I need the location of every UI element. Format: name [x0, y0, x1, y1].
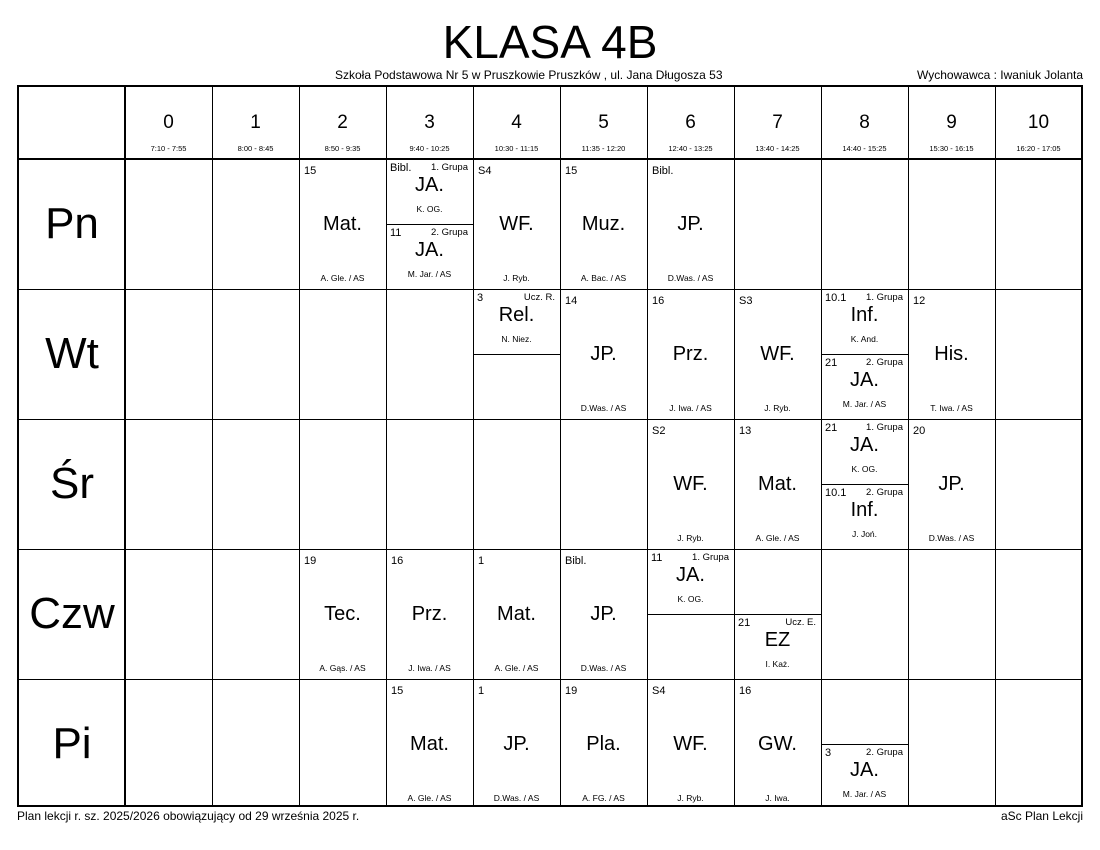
- teacher-name: A. Gle. / AS: [407, 793, 452, 803]
- teacher-name: J. Iwa. / AS: [669, 403, 712, 413]
- subject-name: Prz.: [411, 603, 448, 625]
- teacher-name: M. Jar. / AS: [407, 269, 452, 279]
- teacher-name: A. Gle. / AS: [755, 533, 800, 543]
- period-number: 0: [163, 112, 174, 133]
- group-label: 2. Grupa: [866, 357, 903, 368]
- room-number: S4: [478, 165, 492, 177]
- room-number: S3: [739, 295, 753, 307]
- column-divider: [995, 87, 996, 805]
- room-number: 1: [478, 685, 485, 697]
- period-time: 9:40 - 10:25: [409, 144, 450, 153]
- subject-name: JA.: [415, 239, 444, 261]
- room-number: 15: [391, 685, 404, 697]
- page-title: KLASA 4B: [442, 16, 658, 68]
- group-label: Ucz. R.: [523, 292, 555, 303]
- period-number: 9: [946, 112, 957, 133]
- subject-name: JP.: [503, 733, 530, 755]
- subject-name: Mat.: [497, 603, 536, 625]
- period-time: 13:40 - 14:25: [755, 144, 800, 153]
- subject-name: JA.: [850, 434, 879, 456]
- subject-name: WF.: [673, 733, 708, 755]
- period-number: 10: [1027, 112, 1050, 133]
- lesson-cell: [647, 289, 734, 419]
- room-number: 15: [565, 165, 578, 177]
- group-lesson-cell: [734, 614, 821, 679]
- room-number: 11: [390, 227, 402, 239]
- period-number: 7: [772, 112, 783, 133]
- lesson-cell: [386, 549, 473, 679]
- school-address: Szkoła Podstawowa Nr 5 w Pruszkowie Pruszków , ul. Jana Długosza 53: [335, 68, 723, 82]
- lesson-cell: [299, 549, 386, 679]
- teacher-name: J. Ryb.: [764, 403, 791, 413]
- day-label: Wt: [45, 329, 99, 378]
- period-time: 14:40 - 15:25: [842, 144, 887, 153]
- teacher-name: D.Was. / AS: [493, 793, 540, 803]
- group-lesson-cell: [473, 289, 560, 354]
- group-label: 1. Grupa: [866, 292, 903, 303]
- subject-name: JP.: [677, 213, 704, 235]
- room-number: 3: [825, 747, 832, 759]
- teacher-name: M. Jar. / AS: [842, 399, 887, 409]
- teacher-name: I. Każ.: [765, 659, 790, 669]
- subject-name: Inf.: [850, 304, 879, 326]
- group-lesson-cell: [821, 744, 908, 809]
- group-separator: [647, 614, 734, 615]
- subject-name: WF.: [760, 343, 795, 365]
- room-number: 19: [304, 555, 317, 567]
- period-header: [908, 87, 995, 159]
- group-label: 2. Grupa: [866, 747, 903, 758]
- teacher-name: K. OG.: [677, 594, 704, 604]
- period-number: 5: [598, 112, 609, 133]
- lesson-cell: [647, 679, 734, 809]
- lesson-cell: [560, 159, 647, 289]
- teacher-name: A. Gąs. / AS: [319, 663, 366, 673]
- software-credit: aSc Plan Lekcji: [1000, 809, 1083, 823]
- group-label: 1. Grupa: [692, 552, 729, 563]
- teacher-name: J. Iwa. / AS: [408, 663, 451, 673]
- period-header: [125, 87, 212, 159]
- teacher-name: D.Was. / AS: [928, 533, 975, 543]
- teacher-name: A. FG. / AS: [582, 793, 625, 803]
- room-number: 21: [738, 617, 751, 629]
- period-number: 4: [511, 112, 522, 133]
- period-time: 15:30 - 16:15: [929, 144, 974, 153]
- period-time: 8:00 - 8:45: [237, 144, 274, 153]
- room-number: 21: [825, 422, 838, 434]
- period-time: 7:10 - 7:55: [150, 144, 187, 153]
- group-separator: [473, 354, 560, 355]
- room-number: S2: [652, 425, 666, 437]
- subject-name: Rel.: [498, 304, 535, 326]
- lesson-cell: [473, 679, 560, 809]
- subject-name: Pla.: [586, 733, 621, 755]
- period-header: [386, 87, 473, 159]
- lesson-cell: [473, 159, 560, 289]
- period-time: 11:35 - 12:20: [581, 144, 626, 153]
- day-label: Śr: [50, 459, 94, 508]
- room-number: 1: [478, 555, 485, 567]
- room-number: 10.1: [825, 487, 847, 499]
- group-lesson-cell: [647, 549, 734, 614]
- room-number: 11: [651, 552, 663, 564]
- group-lesson-cell: [386, 224, 473, 289]
- period-header: [647, 87, 734, 159]
- group-label: 1. Grupa: [431, 162, 468, 173]
- period-header: [821, 87, 908, 159]
- subject-name: JP.: [590, 343, 617, 365]
- room-number: 21: [825, 357, 838, 369]
- period-header: [734, 87, 821, 159]
- subject-name: JA.: [676, 564, 705, 586]
- teacher-name: D.Was. / AS: [580, 663, 627, 673]
- room-number: 10.1: [825, 292, 847, 304]
- subject-name: Prz.: [672, 343, 709, 365]
- subject-name: Muz.: [581, 213, 626, 235]
- teacher-name: N. Niez.: [501, 334, 532, 344]
- room-number: 15: [304, 165, 317, 177]
- period-time: 8:50 - 9:35: [324, 144, 361, 153]
- room-number: 3: [477, 292, 484, 304]
- room-number: 19: [565, 685, 578, 697]
- lesson-cell: [560, 679, 647, 809]
- group-separator: [821, 744, 908, 745]
- room-number: 16: [739, 685, 752, 697]
- subject-name: Mat.: [758, 473, 797, 495]
- subject-name: WF.: [673, 473, 708, 495]
- subject-name: Mat.: [410, 733, 449, 755]
- room-number: Bibl.: [390, 162, 412, 174]
- period-header: [560, 87, 647, 159]
- lesson-cell: [734, 289, 821, 419]
- period-time: 10:30 - 11:15: [494, 144, 539, 153]
- lesson-cell: [908, 419, 995, 549]
- subject-name: EZ: [764, 629, 791, 651]
- lesson-cell: [734, 679, 821, 809]
- period-number: 8: [859, 112, 870, 133]
- room-number: 16: [652, 295, 665, 307]
- subject-name: JP.: [938, 473, 965, 495]
- room-number: Bibl.: [565, 555, 587, 567]
- day-label: Pi: [52, 719, 92, 768]
- teacher-name: K. OG.: [851, 464, 878, 474]
- teacher-name: D.Was. / AS: [667, 273, 714, 283]
- lesson-cell: [560, 289, 647, 419]
- teacher-name: J. Ryb.: [677, 533, 704, 543]
- subject-name: Inf.: [850, 499, 879, 521]
- period-header: [473, 87, 560, 159]
- lesson-cell: [647, 419, 734, 549]
- teacher-name: M. Jar. / AS: [842, 789, 887, 799]
- period-number: 2: [337, 112, 348, 133]
- group-separator: [734, 614, 821, 615]
- subject-name: His.: [934, 343, 969, 365]
- period-time: 12:40 - 13:25: [668, 144, 713, 153]
- subject-name: JA.: [415, 174, 444, 196]
- lesson-cell: [734, 419, 821, 549]
- room-number: Bibl.: [652, 165, 674, 177]
- room-number: 20: [913, 425, 926, 437]
- period-number: 6: [685, 112, 696, 133]
- lesson-cell: [299, 159, 386, 289]
- lesson-cell: [560, 549, 647, 679]
- teacher-name: K. OG.: [416, 204, 443, 214]
- group-label: 2. Grupa: [866, 487, 903, 498]
- room-number: S4: [652, 685, 666, 697]
- room-number: 12: [913, 295, 926, 307]
- period-header: [995, 87, 1082, 159]
- timetable-grid: [17, 85, 1083, 807]
- column-divider: [212, 87, 213, 805]
- homeroom-teacher: Wychowawca : Iwaniuk Jolanta: [917, 68, 1083, 82]
- period-number: 3: [424, 112, 435, 133]
- period-header: [299, 87, 386, 159]
- room-number: 13: [739, 425, 752, 437]
- group-label: 1. Grupa: [866, 422, 903, 433]
- teacher-name: D.Was. / AS: [580, 403, 627, 413]
- day-label: Pn: [45, 199, 99, 248]
- teacher-name: T. Iwa. / AS: [930, 403, 973, 413]
- teacher-name: K. And.: [850, 334, 879, 344]
- day-label: Czw: [29, 589, 115, 638]
- lesson-cell: [386, 679, 473, 809]
- period-number: 1: [250, 112, 261, 133]
- lesson-cell: [647, 159, 734, 289]
- subject-name: JP.: [590, 603, 617, 625]
- teacher-name: A. Bac. / AS: [580, 273, 627, 283]
- group-lesson-cell: [386, 159, 473, 224]
- subject-name: Tec.: [324, 603, 361, 625]
- period-header: [212, 87, 299, 159]
- group-lesson-cell: [821, 289, 908, 354]
- teacher-name: A. Gle. / AS: [494, 663, 539, 673]
- room-number: 16: [391, 555, 404, 567]
- group-lesson-cell: [821, 354, 908, 419]
- teacher-name: J. Ryb.: [677, 793, 704, 803]
- subject-name: JA.: [850, 759, 879, 781]
- subject-name: GW.: [758, 733, 797, 755]
- period-time: 16:20 - 17:05: [1016, 144, 1061, 153]
- group-lesson-cell: [821, 419, 908, 484]
- subject-name: Mat.: [323, 213, 362, 235]
- room-number: 14: [565, 295, 578, 307]
- group-label: Ucz. E.: [785, 617, 816, 628]
- lesson-cell: [908, 289, 995, 419]
- teacher-name: A. Gle. / AS: [320, 273, 365, 283]
- subject-name: WF.: [499, 213, 534, 235]
- plan-validity-note: Plan lekcji r. sz. 2025/2026 obowiązujący od 29 września 2025 r.: [17, 809, 360, 823]
- group-label: 2. Grupa: [431, 227, 468, 238]
- teacher-name: J. Iwa.: [765, 793, 790, 803]
- subject-name: JA.: [850, 369, 879, 391]
- teacher-name: J. Ryb.: [503, 273, 530, 283]
- group-lesson-cell: [821, 484, 908, 549]
- lesson-cell: [473, 549, 560, 679]
- teacher-name: J. Joń.: [851, 529, 878, 539]
